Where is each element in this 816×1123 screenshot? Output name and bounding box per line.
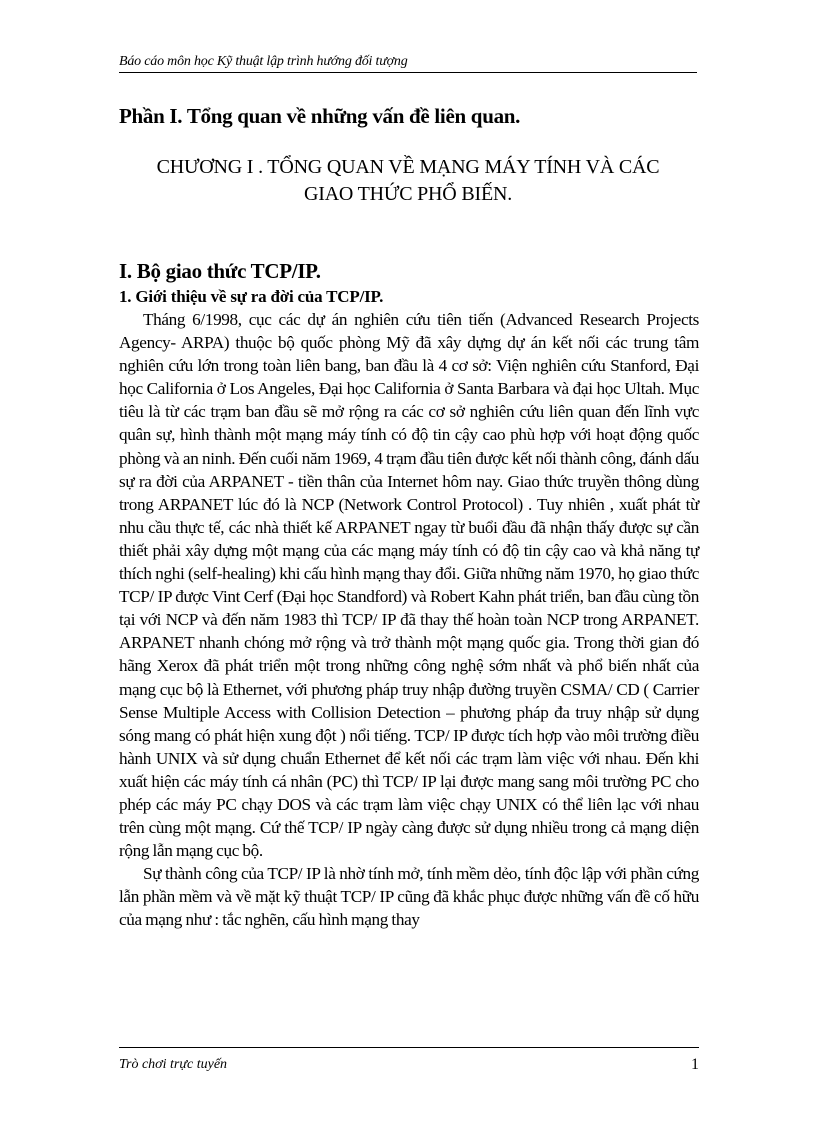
part-title: Phần I. Tổng quan về những vấn đề liên quan. xyxy=(119,104,521,128)
page-footer xyxy=(119,1047,699,1073)
footer-text: Trò chơi trực tuyến xyxy=(119,1057,228,1072)
body-text xyxy=(119,308,699,932)
page-header xyxy=(119,54,697,73)
paragraph-1: Tháng 6/1998, cục các dự án nghiên cứu tiên tiến (Advanced Research Projects Agency- ARPA) thuộc bộ quốc phòng Mỹ đã xây dựng dự án kết nối các trung tâm nghiên cứu lớn trong toàn liên bang, ban đầu là 4 cơ sở: Viện nghiên cứu Stanford, Đại học California ở Los Angeles, Đại học California ở Santa Barbara và đại học Ultah. Mục tiêu là từ các trạm ban đầu sẽ mở rộng ra các cơ sở nghiên cứu liên quan đến lĩnh vực quân sự, hình thành một mạng máy tính có độ tin cậy cao phù hợp với hoạt động quốc phòng và an ninh. Đến cuối năm 1969, 4 trạm đầu tiên được kết nối thành công, đánh dấu sự ra đời của ARPANET - tiền thân của Internet hôm nay. Giao thức truyền thông dùng trong ARPANET lúc đó là NCP (Network Control Protocol) . Tuy nhiên , xuất phát từ nhu cầu thực tế, các nhà thiết kế ARPANET ngay từ buổi đầu đã nhận thấy được sự cần thiết phải xây dựng một mạng của các mạng máy tính có độ tin cậy cao và khả năng tự thích nghi (self-healing) khi cấu hình mạng thay đổi. Giữa những năm 1970, họ giao thức TCP/ IP được Vint Cerf (Đại học Standford) và Robert Kahn phát triển, ban đầu cùng tồn tại với NCP và đến năm 1983 thì TCP/ IP đã thay thế hoàn toàn NCP trong ARPANET. ARPANET nhanh chóng mở rộng và trở thành một mạng quốc gia. Trong thời gian đó hãng Xerox đã phát triển một trong những công nghệ sớm nhất và phổ biến nhất của mạng cục bộ là Ethernet, với phương pháp truy nhập đường truyền CSMA/ CD ( Carrier Sense Multiple Access with Collision Detection – phương pháp đa truy nhập sử dụng sóng mang có phát hiện xung đột ) nổi tiếng. TCP/ IP được tích hợp vào môi trường điều hành UNIX và sử dụng chuẩn Ethernet để kết nối các trạm làm việc với nhau. Đến khi xuất hiện các máy tính cá nhân (PC) thì TCP/ IP lại được mang sang môi trường PC cho phép các máy PC chạy DOS và các trạm làm việc chạy UNIX có thể liên lạc với nhau trên cùng một mạng. Cứ thế TCP/ IP ngày càng được sử dụng nhiều trong cả mạng diện rộng lẫn mạng cục bộ. xyxy=(119,310,699,861)
header-text: Báo cáo môn học Kỹ thuật lập trình hướng đối tượng xyxy=(119,54,408,69)
chapter-title-line-2: GIAO THỨC PHỔ BIẾN. xyxy=(303,183,513,205)
section-title: I. Bộ giao thức TCP/IP. xyxy=(119,259,321,283)
subsection-title: 1. Giới thiệu về sự ra đời của TCP/IP. xyxy=(119,287,384,306)
chapter-title-line-1: CHƯƠNG I . TỔNG QUAN VỀ MẠNG MÁY TÍNH VÀ CÁC xyxy=(156,156,660,178)
paragraph-2: Sự thành công của TCP/ IP là nhờ tính mở, tính mềm dẻo, tính độc lập với phần cứng lẫn phần mềm và về mặt kỹ thuật TCP/ IP cũng đã khắc phục được những vấn đề cố hữu của mạng như : tắc nghẽn, cấu hình mạng thay xyxy=(119,864,699,930)
page-number: 1 xyxy=(691,1056,699,1073)
chapter-title xyxy=(119,154,697,208)
